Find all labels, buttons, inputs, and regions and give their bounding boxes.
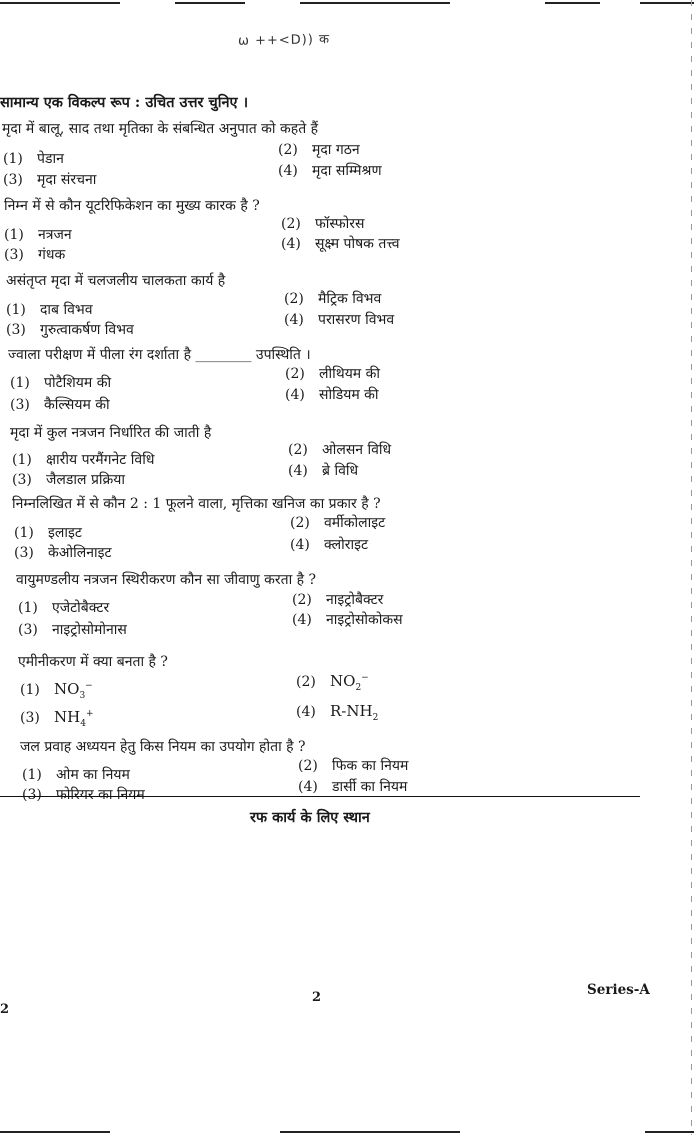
option-number: (3) bbox=[10, 397, 30, 413]
option-number: (3) bbox=[22, 787, 42, 803]
scan-artifact bbox=[0, 1131, 110, 1133]
option-number: (1) bbox=[12, 452, 32, 468]
option-number: (1) bbox=[20, 682, 40, 698]
option-text: गुरुत्वाकर्षण विभव bbox=[40, 322, 134, 338]
option-text: लीथियम की bbox=[319, 366, 381, 382]
option bbox=[296, 702, 378, 723]
option-number: (3) bbox=[18, 622, 38, 638]
scan-artifact bbox=[645, 1131, 694, 1133]
formula-base: NH bbox=[54, 708, 81, 726]
scan-artifact bbox=[640, 2, 694, 4]
formula-superscript: + bbox=[85, 709, 94, 719]
option-text: गंधक bbox=[38, 247, 66, 263]
formula-base: NO bbox=[54, 680, 80, 698]
question-stem: जल प्रवाह अध्ययन हेतु किस नियम का उपयोग होता है ? bbox=[20, 739, 306, 755]
option-number: (4) bbox=[296, 704, 316, 720]
option-number: (3) bbox=[4, 247, 24, 263]
option bbox=[6, 320, 134, 339]
option-text: पेडान bbox=[37, 151, 64, 167]
option-number: (4) bbox=[290, 537, 310, 553]
option-number: (3) bbox=[20, 710, 40, 726]
option-number: (4) bbox=[284, 312, 304, 328]
option-number: (1) bbox=[18, 600, 38, 616]
chemical-formula bbox=[54, 680, 93, 701]
option-number: (2) bbox=[298, 758, 318, 774]
option bbox=[4, 245, 65, 264]
option-number: (1) bbox=[6, 302, 26, 318]
option bbox=[285, 385, 379, 404]
option bbox=[12, 450, 154, 469]
formula-base: NO bbox=[330, 672, 356, 690]
option-number: (3) bbox=[14, 545, 34, 561]
question-stem: निम्न में से कौन यूटरिफिकेशन का मुख्य कारक है ? bbox=[4, 198, 260, 214]
section-heading: सामान्य एक विकल्प रूप : उचित उत्तर चुनिए । bbox=[0, 94, 249, 111]
option-text: ओम का नियम bbox=[56, 767, 130, 783]
option-number: (2) bbox=[281, 216, 301, 232]
formula-superscript: − bbox=[85, 681, 93, 691]
option-number: (2) bbox=[296, 674, 316, 690]
option-text: केओलिनाइट bbox=[48, 545, 112, 561]
option bbox=[22, 785, 145, 804]
option-text: नाइट्रोसोमोनास bbox=[52, 622, 127, 638]
scan-artifact bbox=[300, 2, 450, 4]
option-number: (1) bbox=[14, 525, 34, 541]
option-number: (2) bbox=[285, 366, 305, 382]
formula-subscript: 2 bbox=[372, 713, 379, 723]
option-number: (2) bbox=[290, 515, 310, 531]
option-number: (1) bbox=[4, 227, 24, 243]
option-number: (3) bbox=[3, 172, 23, 188]
option bbox=[18, 620, 127, 639]
series-label: Series-A bbox=[587, 982, 650, 998]
option bbox=[290, 535, 368, 554]
option-text: ब्रे विधि bbox=[322, 463, 359, 479]
option bbox=[284, 289, 381, 308]
option-text: ओलसन विधि bbox=[322, 442, 392, 458]
question-stem: वायुमण्डलीय नत्रजन स्थिरीकरण कौन सा जीवाणु करता है ? bbox=[16, 572, 317, 588]
formula-subscript: 3 bbox=[79, 691, 86, 701]
option-number: (4) bbox=[292, 612, 312, 628]
question-stem: निम्नलिखित में से कौन 2 : 1 फूलने वाला, मृत्तिका खनिज का प्रकार है ? bbox=[12, 496, 381, 512]
option-text: कैल्सियम की bbox=[44, 397, 110, 413]
option-text: डार्सी का नियम bbox=[332, 779, 408, 795]
option bbox=[22, 765, 130, 784]
question-stem: मृदा में कुल नत्रजन निर्धारित की जाती है bbox=[10, 425, 212, 441]
formula-subscript: 4 bbox=[80, 719, 86, 729]
option bbox=[292, 590, 383, 609]
option bbox=[6, 300, 93, 319]
option bbox=[292, 610, 403, 629]
option-text: पोटैशियम की bbox=[44, 375, 112, 391]
option-text: फॉस्फोरस bbox=[315, 216, 365, 232]
option-number: (2) bbox=[288, 442, 308, 458]
option-number: (4) bbox=[285, 387, 305, 403]
option-text: क्लोराइट bbox=[324, 537, 369, 553]
scan-artifact bbox=[0, 2, 120, 4]
option-text: वर्मीकोलाइट bbox=[324, 515, 386, 531]
option bbox=[290, 513, 385, 532]
option-text: फोरियर का नियम bbox=[56, 787, 145, 803]
rough-work-label: रफ कार्य के लिए स्थान bbox=[250, 809, 370, 826]
option-text: एजेटोबैक्टर bbox=[52, 600, 110, 616]
option-text: नाइट्रोबैक्टर bbox=[326, 592, 384, 608]
option-text: परासरण विभव bbox=[318, 312, 395, 328]
option bbox=[278, 140, 360, 159]
formula-subscript: 2 bbox=[355, 683, 362, 693]
option-number: (4) bbox=[278, 163, 298, 179]
question-stem: ज्वाला परीक्षण में पीला रंग दर्शाता है ________ उपस्थिति । bbox=[8, 347, 311, 363]
option-number: (4) bbox=[281, 236, 301, 252]
option-number: (4) bbox=[298, 779, 318, 795]
option-text: नाइट्रोसोकोकस bbox=[326, 612, 403, 628]
option bbox=[14, 523, 82, 542]
option-text: क्षारीय परमैंगनेट विधि bbox=[46, 452, 155, 468]
option-number: (3) bbox=[12, 472, 32, 488]
option bbox=[281, 214, 364, 233]
option-number: (3) bbox=[6, 322, 26, 338]
option-number: (2) bbox=[292, 592, 312, 608]
question-stem: मृदा में बालू, साद तथा मृतिका के संबन्धित अनुपात को कहते हैं bbox=[2, 121, 319, 137]
option bbox=[4, 225, 72, 244]
option bbox=[3, 149, 64, 168]
option-number: (1) bbox=[3, 151, 23, 167]
scan-artifact bbox=[280, 1131, 460, 1133]
option bbox=[298, 756, 408, 775]
option bbox=[296, 672, 369, 693]
divider bbox=[0, 796, 640, 797]
scan-artifact bbox=[175, 2, 245, 4]
question-stem: असंतृप्त मृदा में चलजलीय चालकता कार्य है bbox=[6, 273, 226, 289]
option bbox=[3, 170, 96, 189]
option-text: मृदा सम्मिश्रण bbox=[312, 163, 382, 179]
option bbox=[278, 161, 382, 180]
option bbox=[10, 373, 111, 392]
handwritten-note: ω ++<D)) क bbox=[237, 32, 331, 49]
option-number: (1) bbox=[10, 375, 30, 391]
option-text: मैट्रिक विभव bbox=[318, 291, 382, 307]
option-text: मृदा संरचना bbox=[37, 172, 97, 188]
option bbox=[284, 310, 394, 329]
chemical-formula bbox=[330, 702, 379, 723]
option bbox=[285, 364, 380, 383]
option-number: (4) bbox=[288, 463, 308, 479]
option bbox=[10, 395, 110, 414]
option-text: फिक का नियम bbox=[332, 758, 409, 774]
scan-artifact bbox=[545, 2, 600, 4]
question-stem: एमीनीकरण में क्या बनता है ? bbox=[18, 654, 168, 670]
option bbox=[20, 680, 93, 701]
option-text: इलाइट bbox=[48, 525, 82, 541]
option bbox=[281, 234, 400, 253]
option bbox=[14, 543, 112, 562]
page-number: 2 bbox=[312, 990, 322, 1005]
option bbox=[20, 708, 94, 729]
option bbox=[288, 461, 358, 480]
option bbox=[12, 470, 125, 489]
formula-superscript: − bbox=[361, 673, 369, 683]
option-text: सूक्ष्म पोषक तत्त्व bbox=[315, 236, 400, 252]
option-text: सोडियम की bbox=[319, 387, 379, 403]
option-number: (2) bbox=[284, 291, 304, 307]
formula-base: R-NH bbox=[330, 702, 373, 720]
option bbox=[18, 598, 109, 617]
page-number-left: 2 bbox=[0, 1002, 10, 1017]
option-text: नत्रजन bbox=[38, 227, 72, 243]
chemical-formula bbox=[54, 708, 94, 729]
option bbox=[298, 777, 407, 796]
option-number: (2) bbox=[278, 142, 298, 158]
scan-edge bbox=[691, 0, 692, 1135]
option-text: दाब विभव bbox=[40, 302, 93, 318]
option-text: मृदा गठन bbox=[312, 142, 360, 158]
option bbox=[288, 440, 391, 459]
option-text: जैलडाल प्रक्रिया bbox=[46, 472, 126, 488]
chemical-formula bbox=[330, 672, 369, 693]
option-number: (1) bbox=[22, 767, 42, 783]
